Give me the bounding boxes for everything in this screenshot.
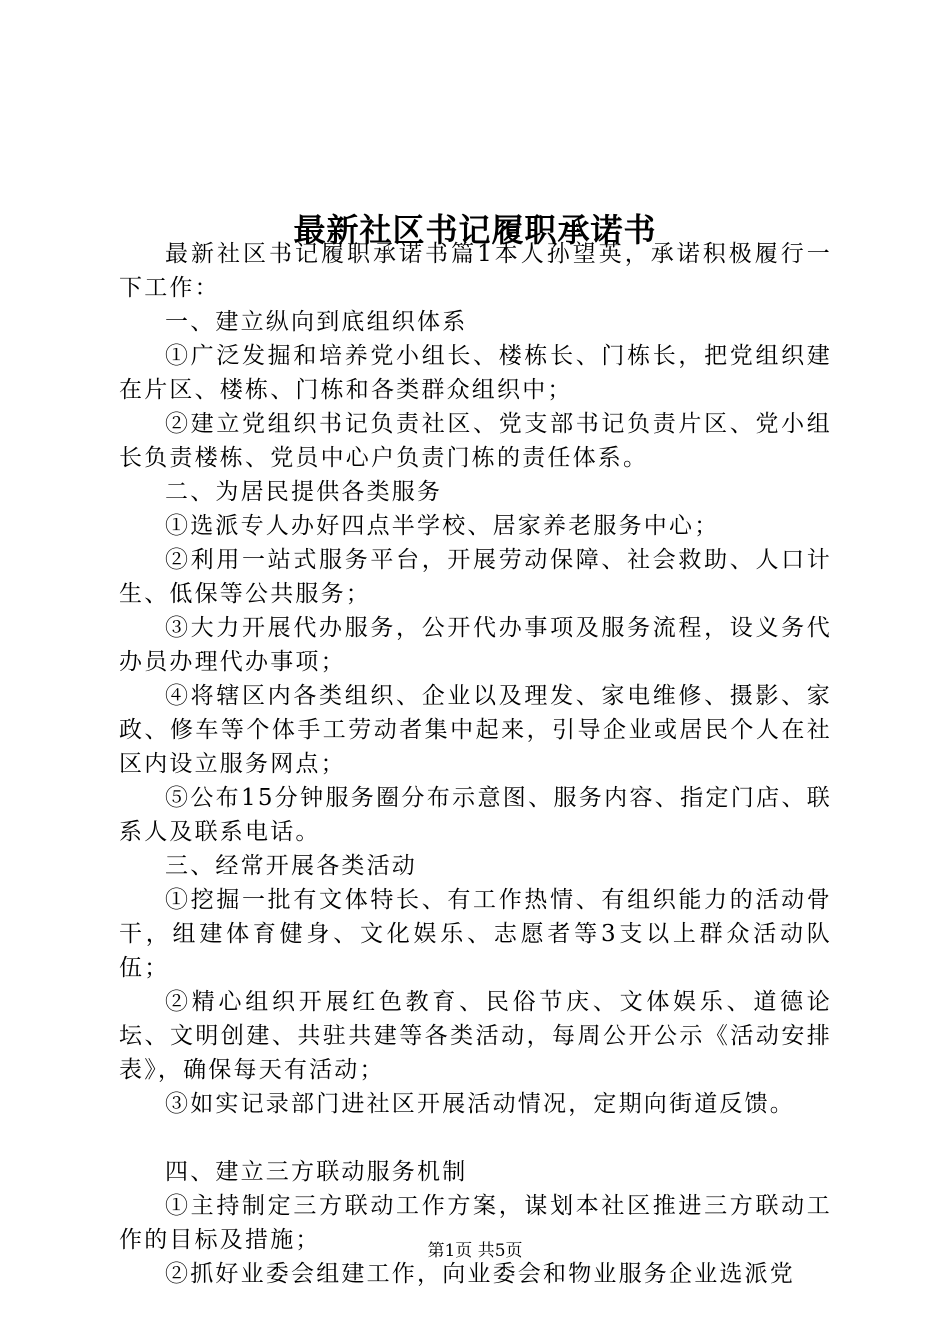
list-item: ①选派专人办好四点半学校、居家养老服务中心； (165, 513, 720, 539)
section-heading-1: 一、建立纵向到底组织体系 (165, 309, 468, 335)
list-item: ②抓好业委会组建工作，向业委会和物业服务企业选派党 (165, 1261, 795, 1287)
page-title: 最新社区书记履职承诺书 (293, 211, 657, 250)
list-item: ③如实记录部门进社区开展活动情况，定期向街道反馈。 (165, 1091, 795, 1117)
list-item: ②精心组织开展红色教育、民俗节庆、文体娱乐、道德论坛、文明创建、共驻共建等各类活动，每周公开公示《活动安排表》，确保每天有活动； (119, 989, 832, 1083)
section-heading-4: 四、建立三方联动服务机制 (165, 1159, 468, 1185)
list-item: ②建立党组织书记负责社区、党支部书记负责片区、党小组长负责楼栋、党员中心户负责门栋的责任体系。 (119, 411, 832, 471)
section-heading-3: 三、经常开展各类活动 (165, 853, 417, 879)
list-item: ①广泛发掘和培养党小组长、楼栋长、门栋长，把党组织建在片区、楼栋、门栋和各类群众组织中； (119, 343, 832, 403)
list-item: ③大力开展代办服务，公开代办事项及服务流程，设义务代办员办理代办事项； (119, 615, 832, 675)
list-item: ⑤公布15分钟服务圈分布示意图、服务内容、指定门店、联系人及联系电话。 (119, 785, 832, 845)
list-item: ②利用一站式服务平台，开展劳动保障、社会救助、人口计生、低保等公共服务； (119, 547, 832, 607)
section-heading-2: 二、为居民提供各类服务 (165, 479, 443, 505)
list-item: ④将辖区内各类组织、企业以及理发、家电维修、摄影、家政、修车等个体手工劳动者集中起来，引导企业或居民个人在社区内设立服务网点； (119, 683, 832, 777)
page-footer: 第1页 共5页 (427, 1241, 523, 1261)
document-body (119, 237, 832, 1291)
list-item: ①主持制定三方联动工作方案，谋划本社区推进三方联动工作的目标及措施； (119, 1193, 832, 1253)
list-item: ①挖掘一批有文体特长、有工作热情、有组织能力的活动骨干，组建体育健身、文化娱乐、志愿者等3支以上群众活动队伍； (119, 887, 832, 981)
paragraph-intro: 最新社区书记履职承诺书篇1本人孙望英，承诺积极履行一下工作： (119, 241, 832, 301)
